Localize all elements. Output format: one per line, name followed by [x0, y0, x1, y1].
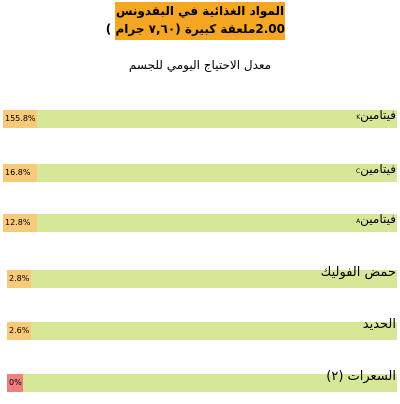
nutrient-row — [0, 317, 400, 352]
nutrient-bar — [3, 110, 397, 128]
nutrient-row — [0, 110, 400, 140]
nutrient-name: فيتامينA — [356, 212, 396, 226]
nutrient-bar — [7, 322, 397, 340]
subtitle: معدل الاحتياج اليومي للجسم — [128, 58, 272, 72]
nutrient-name: حمض الفوليك — [320, 265, 396, 280]
page-title: المواد الغذائية في البقدونس — [115, 4, 285, 18]
nutrient-bar — [3, 214, 397, 232]
nutrient-name: الحديد — [362, 317, 396, 332]
nutrient-row — [0, 164, 400, 194]
nutrient-percent-label: 155.8% — [5, 114, 36, 123]
nutrient-bar — [3, 164, 397, 182]
nutrient-suffix: C — [355, 168, 361, 175]
nutrient-name: فيتامينK — [356, 108, 396, 122]
nutrient-percent-label: 16.8% — [5, 168, 31, 177]
nutrient-percent-label: 2.6% — [9, 326, 30, 335]
nutrient-name: فيتامينC — [355, 162, 396, 176]
nutrient-name: السعرات (٢) — [326, 369, 396, 384]
nutrient-percent-label: 0% — [9, 378, 22, 387]
nutrient-suffix: K — [356, 114, 361, 121]
nutrient-row — [0, 214, 400, 244]
serving-size: 2.00ملعقة كبيرة (٧,٦٠ جرام ) — [105, 22, 285, 36]
nutrient-percent-label: 2.8% — [9, 274, 30, 283]
nutrient-row — [0, 265, 400, 300]
nutrient-percent-label: 12.8% — [5, 218, 31, 227]
nutrient-suffix: A — [356, 218, 361, 225]
